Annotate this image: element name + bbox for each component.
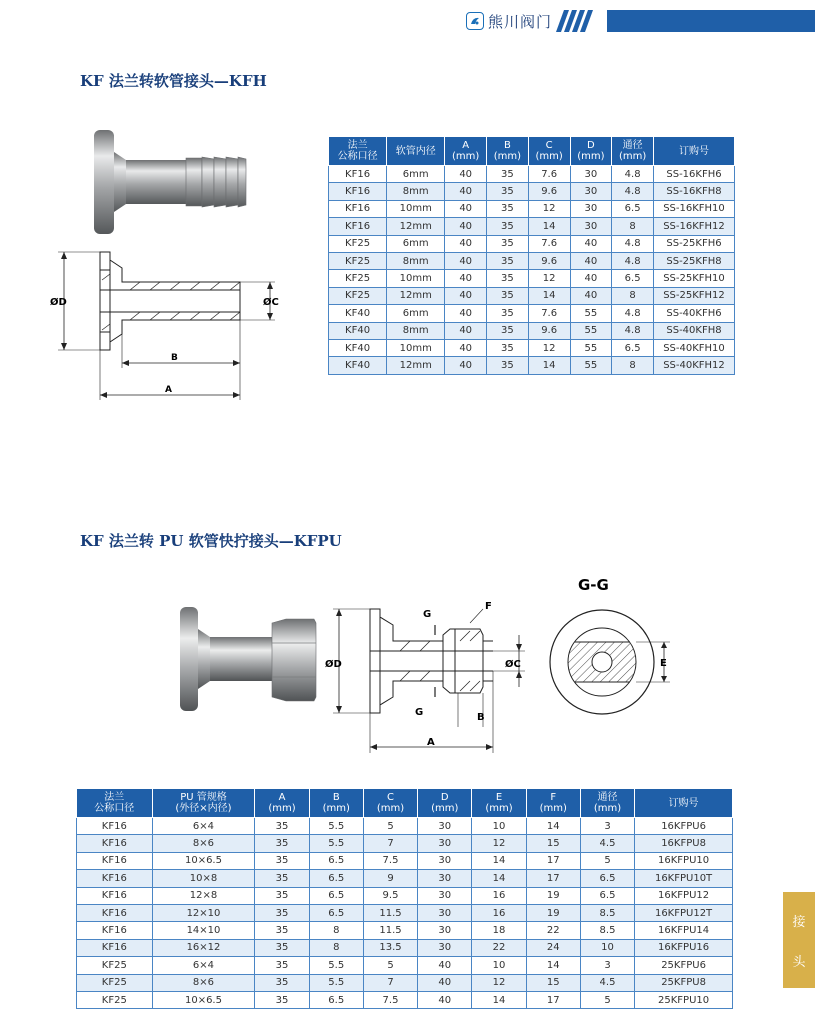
kfpu-dim-g-bottom: G [415,707,424,718]
column-header: 订购号 [635,789,733,818]
table-cell: 4.8 [612,322,654,339]
table-cell: 12mm [387,218,445,235]
section-gg-drawing [540,572,680,717]
table-cell: 14 [526,818,580,835]
column-header: E (mm) [472,789,526,818]
table-cell: 40 [418,957,472,974]
side-category-tab [783,892,815,988]
kfpu-dim-a: A [427,737,435,748]
table-cell: 6mm [387,166,445,183]
table-cell: 35 [255,939,309,956]
column-header: D (mm) [570,137,612,166]
table-cell: 4.5 [580,974,634,991]
kfh-product-image [90,128,250,238]
table-cell: 5 [363,818,417,835]
table-cell: 17 [526,852,580,869]
table-cell: SS-16KFH10 [653,200,734,217]
table-cell: 6mm [387,235,445,252]
table-cell: 35 [255,991,309,1008]
table-cell: SS-16KFH8 [653,183,734,200]
table-cell: 40 [445,287,487,304]
table-cell: 30 [418,922,472,939]
column-header: 软管内径 [387,137,445,166]
table-cell: 30 [418,887,472,904]
table-row [77,957,733,974]
column-header: F (mm) [526,789,580,818]
table-row [77,922,733,939]
table-cell: 40 [445,235,487,252]
table-cell: 9.6 [528,322,570,339]
brand-header [466,8,589,34]
table-cell: 8 [612,287,654,304]
table-row [77,991,733,1008]
table-cell: 6.5 [309,887,363,904]
table-cell: 40 [445,166,487,183]
table-cell: 6.5 [309,991,363,1008]
table-cell: 6.5 [612,339,654,356]
column-header: C (mm) [363,789,417,818]
kfpu-dim-b: B [477,712,485,723]
table-cell: 40 [445,322,487,339]
table-cell: 16×12 [152,939,255,956]
table-cell: 5 [580,991,634,1008]
kfh-dim-c: ØC [263,297,279,308]
table-cell: 5.5 [309,957,363,974]
table-cell: 14 [472,870,526,887]
table-cell: 3 [580,957,634,974]
table-cell: 22 [472,939,526,956]
table-cell: 30 [418,818,472,835]
table-cell: 10×8 [152,870,255,887]
table-cell: 16 [472,887,526,904]
table-cell: 40 [445,218,487,235]
table-cell: 8 [612,357,654,374]
table-row [77,835,733,852]
table-cell: 6×4 [152,957,255,974]
table-cell: 9.5 [363,887,417,904]
table-row [77,904,733,921]
column-header: A (mm) [255,789,309,818]
table-cell: KF25 [77,991,153,1008]
table-cell: 8mm [387,183,445,200]
table-cell: 6.5 [612,270,654,287]
table-cell: KF40 [329,305,387,322]
table-cell: 6.5 [309,852,363,869]
table-row [77,887,733,904]
table-header-row [329,137,735,166]
table-cell: 10mm [387,339,445,356]
section-dim-e: E [660,658,667,669]
table-cell: KF25 [329,270,387,287]
table-cell: 14 [472,991,526,1008]
table-cell: 35 [255,852,309,869]
table-cell: 10 [580,939,634,956]
table-cell: SS-25KFH8 [653,252,734,269]
table-cell: 17 [526,991,580,1008]
table-cell: KF16 [329,166,387,183]
table-cell: 55 [570,339,612,356]
table-cell: 35 [255,922,309,939]
table-cell: 10 [472,957,526,974]
column-header: 法兰 公称口径 [329,137,387,166]
table-cell: 14 [526,957,580,974]
table-cell: KF40 [329,322,387,339]
kfpu-dim-c: ØC [505,659,521,670]
table-row [329,183,735,200]
table-cell: 8mm [387,252,445,269]
table-cell: 11.5 [363,922,417,939]
table-cell: 12 [528,270,570,287]
table-row [77,974,733,991]
table-cell: 11.5 [363,904,417,921]
table-row [77,939,733,956]
table-cell: 35 [255,974,309,991]
table-cell: 12mm [387,287,445,304]
table-cell: 40 [445,339,487,356]
table-cell: KF16 [77,852,153,869]
table-cell: 35 [487,270,529,287]
table-cell: 8 [612,218,654,235]
table-cell: 16KFPU16 [635,939,733,956]
table-cell: 30 [418,870,472,887]
table-cell: 19 [526,904,580,921]
column-header: B (mm) [309,789,363,818]
table-cell: 14 [528,357,570,374]
kfh-spec-table [328,136,735,375]
table-cell: 16KFPU8 [635,835,733,852]
kfpu-spec-table [76,788,733,1009]
table-cell: 9.6 [528,252,570,269]
table-cell: 8×6 [152,835,255,852]
table-cell: 18 [472,922,526,939]
table-cell: 40 [570,270,612,287]
table-cell: 35 [487,287,529,304]
table-cell: 10×6.5 [152,852,255,869]
table-cell: 35 [487,322,529,339]
table-cell: 6mm [387,305,445,322]
table-row [329,166,735,183]
column-header: 通径 (mm) [580,789,634,818]
table-cell: 9.6 [528,183,570,200]
table-row [329,322,735,339]
brand-stripes [560,10,589,32]
table-cell: 4.8 [612,166,654,183]
table-cell: 6.5 [612,200,654,217]
table-cell: 15 [526,835,580,852]
table-cell: 14 [528,287,570,304]
table-cell: 35 [255,870,309,887]
table-cell: 7.5 [363,991,417,1008]
table-cell: 13.5 [363,939,417,956]
table-cell: KF16 [77,904,153,921]
table-cell: 14 [472,852,526,869]
kfpu-dim-f: F [485,601,492,612]
table-row [329,305,735,322]
table-cell: 40 [570,252,612,269]
table-cell: SS-25KFH10 [653,270,734,287]
table-cell: 4.8 [612,235,654,252]
table-cell: 40 [418,991,472,1008]
table-cell: 4.8 [612,305,654,322]
table-cell: 30 [418,852,472,869]
table-cell: KF25 [77,957,153,974]
table-cell: SS-40KFH12 [653,357,734,374]
table-cell: 40 [445,305,487,322]
table-row [329,200,735,217]
table-cell: 30 [418,904,472,921]
table-cell: 40 [570,235,612,252]
table-cell: 35 [255,835,309,852]
table-cell: 16 [472,904,526,921]
table-cell: 6.5 [580,887,634,904]
table-cell: KF16 [329,218,387,235]
table-row [329,287,735,304]
table-cell: 35 [487,305,529,322]
table-cell: 6.5 [309,904,363,921]
table-cell: 7.5 [363,852,417,869]
table-cell: 35 [487,218,529,235]
table-cell: 7.6 [528,166,570,183]
table-cell: 6.5 [580,870,634,887]
table-cell: KF16 [77,922,153,939]
table-cell: 7 [363,974,417,991]
table-cell: 7.6 [528,235,570,252]
table-cell: 40 [445,270,487,287]
section-label: G-G [578,576,609,594]
table-cell: 5.5 [309,818,363,835]
table-row [329,218,735,235]
table-cell: 16KFPU10 [635,852,733,869]
table-row [329,357,735,374]
column-header: 法兰 公称口径 [77,789,153,818]
table-cell: KF16 [329,200,387,217]
table-cell: 12×8 [152,887,255,904]
table-cell: KF16 [77,870,153,887]
table-cell: SS-40KFH10 [653,339,734,356]
kfh-dim-d: ØD [50,297,67,308]
table-row [77,818,733,835]
kfh-drawing [50,240,295,410]
table-cell: 19 [526,887,580,904]
column-header: 订购号 [653,137,734,166]
table-cell: 35 [255,818,309,835]
table-cell: 3 [580,818,634,835]
table-cell: 35 [487,252,529,269]
table-cell: 30 [570,183,612,200]
table-cell: 5.5 [309,835,363,852]
column-header: 通径 (mm) [612,137,654,166]
table-row [329,235,735,252]
section2-title: KF 法兰转 PU 软管快拧接头—KFPU [80,532,342,550]
table-cell: KF16 [329,183,387,200]
table-cell: KF40 [329,357,387,374]
table-cell: 15 [526,974,580,991]
table-cell: 14 [528,218,570,235]
table-cell: 30 [570,218,612,235]
table-cell: 8.5 [580,904,634,921]
table-cell: 12 [472,835,526,852]
table-cell: 24 [526,939,580,956]
table-cell: 4.8 [612,252,654,269]
table-cell: 35 [487,183,529,200]
table-cell: 8 [309,922,363,939]
table-cell: 16KFPU6 [635,818,733,835]
table-cell: 8.5 [580,922,634,939]
table-cell: 35 [255,957,309,974]
table-cell: 5 [580,852,634,869]
table-cell: KF16 [77,835,153,852]
table-cell: 4.8 [612,183,654,200]
table-cell: KF25 [77,974,153,991]
table-cell: 12 [528,339,570,356]
table-cell: SS-16KFH12 [653,218,734,235]
brand-logo-icon [466,12,484,30]
table-cell: 7.6 [528,305,570,322]
table-cell: SS-25KFH6 [653,235,734,252]
table-cell: 12 [472,974,526,991]
table-cell: 16KFPU12 [635,887,733,904]
side-tab-char: 头 [792,954,806,970]
table-cell: KF16 [77,887,153,904]
table-row [77,870,733,887]
brand-name: 熊川阀门 [488,12,553,31]
table-cell: KF25 [329,252,387,269]
table-cell: 14×10 [152,922,255,939]
table-cell: 30 [570,166,612,183]
table-cell: 10mm [387,200,445,217]
table-cell: 5 [363,957,417,974]
table-cell: 40 [418,974,472,991]
table-cell: 6.5 [309,870,363,887]
table-cell: 8mm [387,322,445,339]
table-cell: 55 [570,305,612,322]
table-cell: 30 [418,835,472,852]
table-row [77,852,733,869]
section1-title: KF 法兰转软管接头—KFH [80,72,267,90]
table-cell: 4.5 [580,835,634,852]
table-cell: 40 [445,357,487,374]
table-cell: 8×6 [152,974,255,991]
table-cell: 35 [487,235,529,252]
table-cell: 25KFPU6 [635,957,733,974]
table-cell: 10mm [387,270,445,287]
table-cell: KF16 [77,939,153,956]
table-cell: 35 [487,166,529,183]
table-cell: 40 [445,252,487,269]
table-row [329,339,735,356]
table-cell: 12mm [387,357,445,374]
table-cell: 35 [487,339,529,356]
table-cell: 35 [255,904,309,921]
table-cell: 35 [487,200,529,217]
column-header: A (mm) [445,137,487,166]
table-cell: 10 [472,818,526,835]
table-cell: 25KFPU8 [635,974,733,991]
table-cell: 5.5 [309,974,363,991]
table-cell: KF40 [329,339,387,356]
table-cell: 40 [570,287,612,304]
table-cell: 40 [445,183,487,200]
table-cell: 30 [570,200,612,217]
table-cell: SS-40KFH8 [653,322,734,339]
kfpu-dim-d: ØD [325,659,342,670]
table-cell: KF25 [329,287,387,304]
table-cell: 25KFPU10 [635,991,733,1008]
table-cell: 6×4 [152,818,255,835]
table-cell: SS-25KFH12 [653,287,734,304]
table-cell: 40 [445,200,487,217]
table-cell: 12×10 [152,904,255,921]
table-cell: 8 [309,939,363,956]
kfh-dim-a: A [165,385,172,395]
column-header: C (mm) [528,137,570,166]
table-header-row [77,789,733,818]
table-cell: 16KFPU14 [635,922,733,939]
table-cell: 16KFPU12T [635,904,733,921]
kfpu-product-image [178,605,323,715]
table-cell: 16KFPU10T [635,870,733,887]
column-header: PU 管规格 (外径×内径) [152,789,255,818]
table-row [329,270,735,287]
table-cell: 9 [363,870,417,887]
column-header: B (mm) [487,137,529,166]
table-cell: SS-16KFH6 [653,166,734,183]
table-cell: KF25 [329,235,387,252]
table-row [329,252,735,269]
table-cell: 17 [526,870,580,887]
table-cell: 12 [528,200,570,217]
table-cell: 22 [526,922,580,939]
table-cell: 35 [487,357,529,374]
table-cell: SS-40KFH6 [653,305,734,322]
kfpu-drawing [325,595,535,755]
header-bar [607,10,815,32]
table-cell: 7 [363,835,417,852]
table-cell: 35 [255,887,309,904]
table-cell: 55 [570,357,612,374]
column-header: D (mm) [418,789,472,818]
table-cell: 55 [570,322,612,339]
table-cell: 10×6.5 [152,991,255,1008]
side-tab-char: 接 [792,914,806,930]
table-cell: KF16 [77,818,153,835]
kfpu-dim-g-top: G [423,609,432,620]
kfh-dim-b: B [171,353,178,363]
table-cell: 30 [418,939,472,956]
